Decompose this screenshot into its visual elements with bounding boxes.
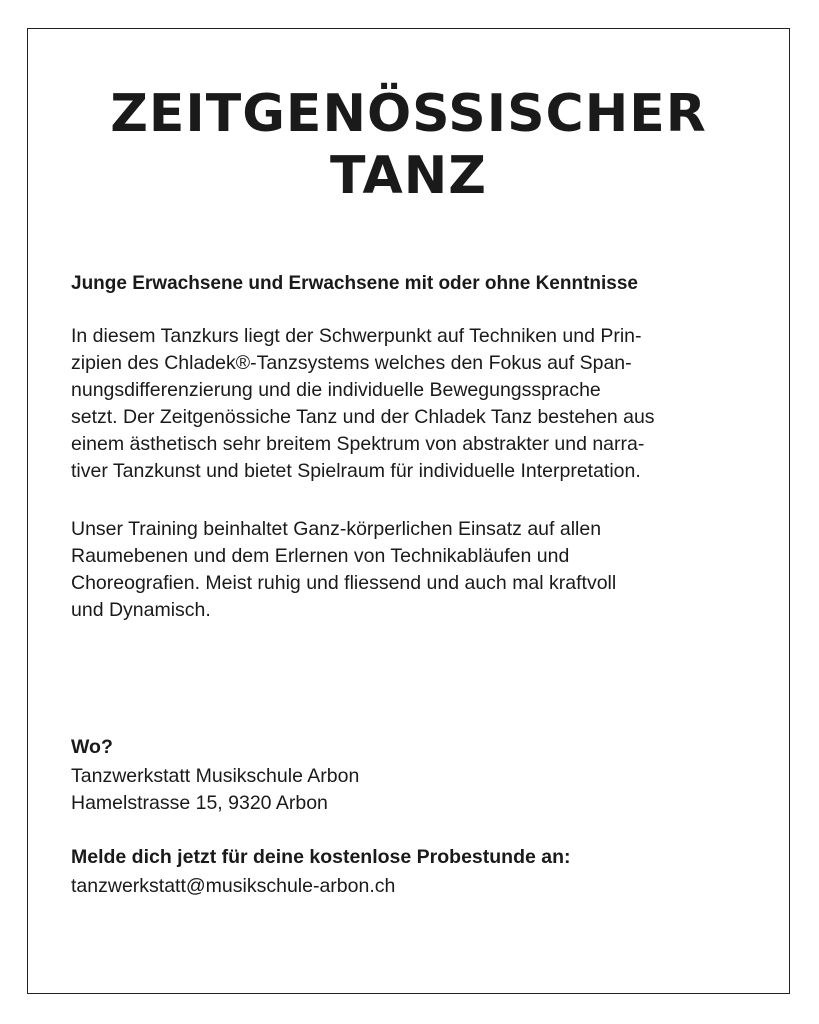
audience-subtitle: Junge Erwachsene und Erwachsene mit oder ohne Kenntnisse	[71, 273, 638, 294]
page-title-line-2: TANZ	[330, 146, 487, 206]
paragraph-line: In diesem Tanzkurs liegt der Schwerpunkt auf Techniken und Prin-	[71, 325, 642, 347]
page-title-line-1: ZEITGENÖSSISCHER	[110, 84, 707, 144]
paragraph-line: einem ästhetisch sehr breitem Spektrum von abstrakter und narra-	[71, 433, 645, 455]
signup-heading: Melde dich jetzt für deine kostenlose Probestunde an:	[71, 846, 571, 868]
paragraph-line: nungsdifferenzierung und die individuelle Bewegungssprache	[71, 379, 601, 401]
location-heading: Wo?	[71, 736, 113, 758]
paragraph-line: zipien des Chladek®-Tanzsystems welches den Fokus auf Span-	[71, 352, 632, 374]
location-name: Tanzwerkstatt Musikschule Arbon	[71, 765, 360, 787]
signup-email-line	[71, 873, 395, 899]
paragraph-line: und Dynamisch.	[71, 599, 211, 621]
paragraph-line: Raumebenen und dem Erlernen von Technikabläufen und	[71, 545, 570, 567]
location-address: Hamelstrasse 15, 9320 Arbon	[71, 792, 328, 814]
paragraph-line: Unser Training beinhaltet Ganz-körperlichen Einsatz auf allen	[71, 518, 602, 540]
paragraph-line: setzt. Der Zeitgenössiche Tanz und der Chladek Tanz bestehen aus	[71, 406, 655, 428]
paragraph-line: tiver Tanzkunst und bietet Spielraum für individuelle Interpretation.	[71, 460, 641, 482]
email-link[interactable]: tanzwerkstatt@musikschule-arbon.ch	[71, 875, 396, 897]
paragraph-line: Choreografien. Meist ruhig und fliessend und auch mal kraftvoll	[71, 572, 617, 594]
